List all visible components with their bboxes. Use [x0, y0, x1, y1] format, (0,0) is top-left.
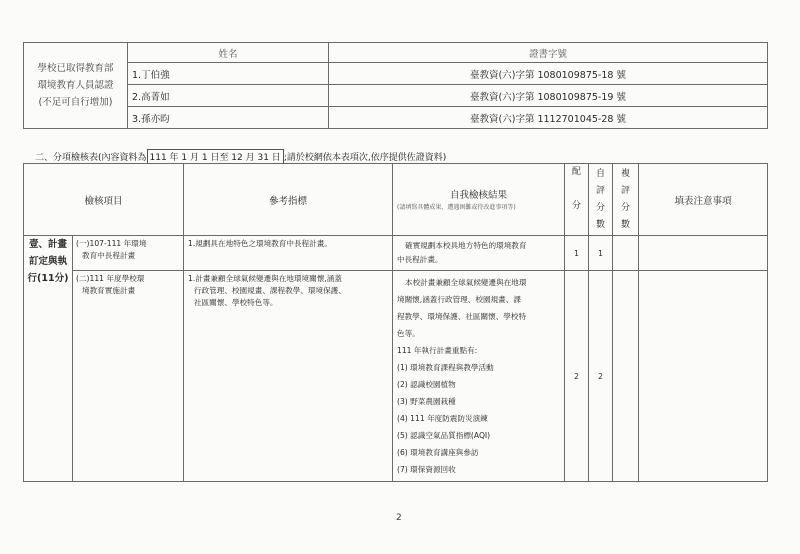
allot-1: 1: [565, 236, 589, 271]
header-self-score: 自 評 分 數: [589, 164, 613, 236]
header-reference: 參考指標: [184, 164, 393, 236]
review-score-2: [613, 271, 639, 482]
result-2: 本校計畫兼顧全球氣候變遷與在地環 境關懷,涵蓋行政管理、校園規畫、課 程教學、環境保護、社區關懷、學校特 色等。 111 年執行計畫重點有: (1) 環境教育課程與教學活動 (2) 認識校園植物 (3) 野菜農園栽種 (4) 111 年度防震防災演練 (5) 認識空氣品質指標(AQI) (6) 環境教育講座與參訪 (7) 環保資源回收: [393, 271, 565, 482]
notes-2: [639, 271, 768, 482]
section-title: 二、分項檢核表(內容資料為 111 年 1 月 1 日至 12 月 31 日 ;請於校網依本表項次,依序提供佐證資料): [35, 149, 446, 164]
header-name: 姓名: [128, 43, 329, 63]
cert-number-3: 臺教資(六)字第 1112701045-28 號: [329, 107, 768, 129]
certification-table: [23, 42, 768, 129]
check-table: [23, 163, 768, 482]
category-cell: 壹、計畫 訂定與執 行(11分): [24, 236, 73, 482]
review-score-1: [613, 236, 639, 271]
notes-1: [639, 236, 768, 271]
reference-2: 1.計畫兼顧全球氣候變遷與在地環境關懷,涵蓋 行政管理、校園規畫、課程教學、環境保護、 社區關懷、學校特色等。: [184, 271, 393, 482]
header-self-result: 自我檢核結果 (請填寫具體成果、遭遇困難或待改進事項等): [393, 164, 565, 236]
cert-name-3: 3.孫亦昀: [128, 107, 329, 129]
cert-name-1: 1.丁伯強: [128, 63, 329, 85]
header-review-score: 複 評 分 數: [613, 164, 639, 236]
cert-number-2: 臺教資(六)字第 1080109875-19 號: [329, 85, 768, 107]
self-score-2: 2: [589, 271, 613, 482]
item-2: (二)111 年度學校環 境教育實施計畫: [73, 271, 184, 482]
self-score-1: 1: [589, 236, 613, 271]
cert-number-1: 臺教資(六)字第 1080109875-18 號: [329, 63, 768, 85]
header-allot: 配 分: [565, 164, 589, 236]
cert-row-label: 學校已取得教育部 環境教育人員認證 (不足可自行增加): [24, 43, 128, 129]
result-1: 確實規劃本校具地方特色的環境教育 中長程計畫。: [393, 236, 565, 271]
header-notes: 填表注意事項: [639, 164, 768, 236]
allot-2: 2: [565, 271, 589, 482]
page-number: 2: [396, 513, 402, 523]
item-1: (一)107-111 年環境 教育中長程計畫: [73, 236, 184, 271]
cert-name-2: 2.高菁如: [128, 85, 329, 107]
header-item: 檢核項目: [24, 164, 184, 236]
header-cert: 證書字號: [329, 43, 768, 63]
reference-1: 1.規劃具在地特色之環境教育中長程計畫。: [184, 236, 393, 271]
